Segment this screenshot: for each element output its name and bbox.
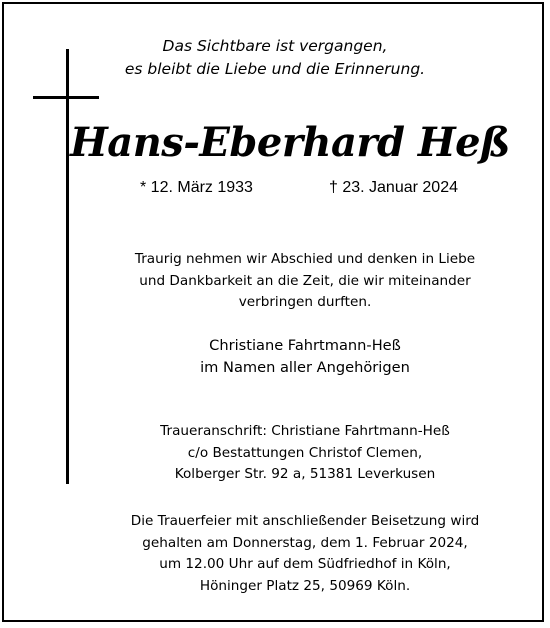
cross-icon-crossbar xyxy=(33,96,99,99)
condolence-line: verbringen durften. xyxy=(238,294,372,310)
signature-name: Christiane Fahrtmann-Heß xyxy=(209,337,401,354)
condolence-text xyxy=(0,249,550,314)
address-line: Kolberger Str. 92 a, 51381 Leverkusen xyxy=(174,466,436,482)
address-line: Traueranschrift: Christiane Fahrtmann-Heß xyxy=(160,423,450,439)
mourning-address xyxy=(0,421,550,486)
death-date: † 23. Januar 2024 xyxy=(329,179,458,196)
ceremony-line: Höninger Platz 25, 50969 Köln. xyxy=(199,577,411,594)
ceremony-line: gehalten am Donnerstag, dem 1. Februar 2024, xyxy=(142,534,468,551)
signature-block xyxy=(0,335,550,379)
motto-line-1: Das Sichtbare ist vergangen, xyxy=(162,37,388,55)
funeral-ceremony-info xyxy=(0,511,550,597)
signature-relatives: im Namen aller Angehörigen xyxy=(200,359,410,376)
birth-date: * 12. März 1933 xyxy=(140,179,253,196)
address-line: c/o Bestattungen Christof Clemen, xyxy=(187,444,423,461)
ceremony-line: Die Trauerfeier mit anschließender Beisetzung wird xyxy=(130,513,480,529)
condolence-line: und Dankbarkeit an die Zeit, die wir miteinander xyxy=(139,272,471,289)
ceremony-line: um 12.00 Uhr auf dem Südfriedhof in Köln, xyxy=(159,556,451,572)
motto-line-2: es bleibt die Liebe und die Erinnerung. xyxy=(124,60,426,78)
deceased-name: Hans-Eberhard Heß xyxy=(70,119,510,166)
condolence-line: Traurig nehmen wir Abschied und denken in Liebe xyxy=(134,251,476,267)
